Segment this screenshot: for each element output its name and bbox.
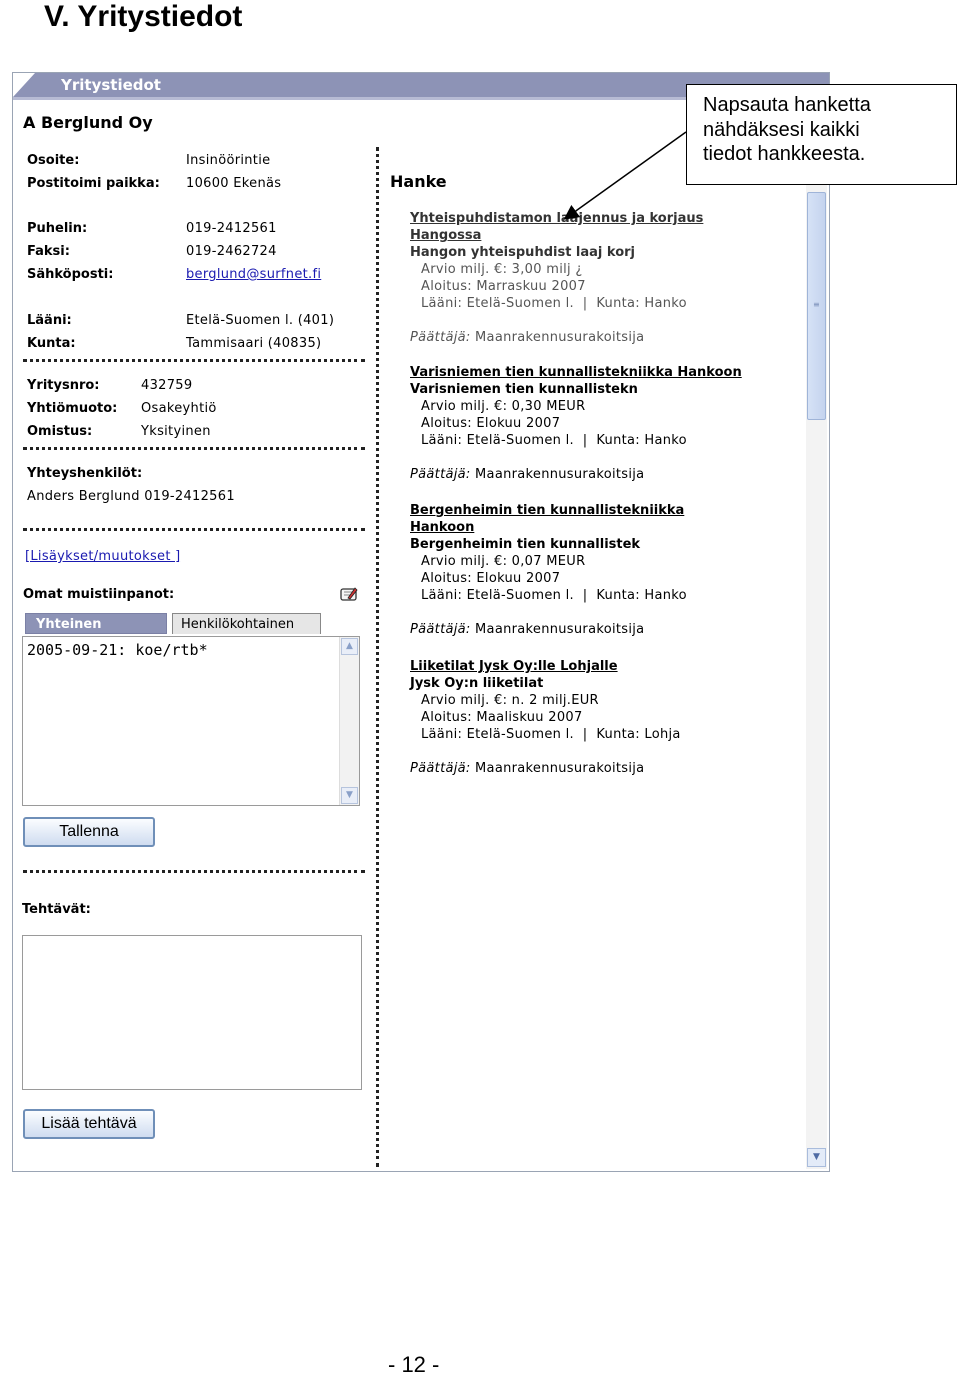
notes-scrollbar[interactable] [339, 637, 359, 805]
email-label: Sähköposti: [27, 267, 114, 282]
changes-link[interactable]: [Lisäykset/muutokset ] [25, 549, 181, 564]
project-4-estimate: Arvio milj. €: n. 2 milj.EUR [421, 693, 599, 708]
project-4-title[interactable]: Liiketilat Jysk Oy:lle Lohjalle [410, 659, 618, 674]
scroll-down-icon[interactable]: ▼ [807, 1148, 826, 1167]
project-1-title[interactable]: Yhteispuhdistamon laajennus ja korjaus [410, 211, 704, 226]
project-3-estimate: Arvio milj. €: 0,07 MEUR [421, 554, 586, 569]
ownership-label: Omistus: [27, 424, 93, 439]
add-task-button[interactable]: Lisää tehtävä [23, 1109, 155, 1139]
project-3-subtitle: Bergenheimin tien kunnallistek [410, 537, 641, 552]
province-value: Etelä-Suomen l. (401) [186, 313, 335, 328]
project-2-start: Aloitus: Elokuu 2007 [421, 416, 561, 431]
project-1-title-cont[interactable]: Hangossa [410, 228, 482, 243]
notes-tabs [25, 613, 321, 635]
page-number: - 12 - [388, 1352, 440, 1377]
company-form-label: Yhtiömuoto: [27, 401, 118, 416]
province-label: Lääni: [27, 313, 72, 328]
tasks-area[interactable] [22, 935, 362, 1090]
project-3-region: Lääni: Etelä-Suomen l. | Kunta: Hanko [421, 588, 687, 603]
scroll-thumb[interactable]: ≡ [807, 192, 826, 420]
phone-label: Puhelin: [27, 221, 88, 236]
ownership-value: Yksityinen [141, 424, 211, 439]
project-3-title-cont[interactable]: Hankoon [410, 520, 475, 535]
divider [23, 359, 365, 362]
project-3-title[interactable]: Bergenheimin tien kunnallistekniikka [410, 503, 685, 518]
divider [23, 870, 365, 873]
project-4-subtitle: Jysk Oy:n liiketilat [410, 676, 544, 691]
document-heading: V. Yritystiedot [44, 0, 243, 33]
project-1-start: Aloitus: Marraskuu 2007 [421, 279, 586, 294]
project-1-region: Lääni: Etelä-Suomen l. | Kunta: Hanko [421, 296, 687, 311]
project-2-estimate: Arvio milj. €: 0,30 MEUR [421, 399, 586, 414]
edit-note-icon[interactable] [339, 585, 359, 603]
postal-label: Postitoimi paikka: [27, 176, 160, 191]
contact-person: Anders Berglund 019-2412561 [27, 489, 235, 504]
project-2-decider: Päättäjä: Maanrakennusurakoitsija [410, 467, 645, 482]
column-divider [376, 147, 379, 1167]
notes-content: 2005-09-21: koe/rtb* [27, 641, 208, 659]
notes-label: Omat muistiinpanot: [23, 587, 175, 602]
project-3-decider: Päättäjä: Maanrakennusurakoitsija [410, 622, 645, 637]
scroll-up-icon[interactable]: ▲ [341, 638, 358, 655]
company-name: A Berglund Oy [23, 113, 153, 132]
project-4-region: Lääni: Etelä-Suomen l. | Kunta: Lohja [421, 727, 681, 742]
project-1-estimate: Arvio milj. €: 3,00 milj ¿ [421, 262, 583, 277]
divider [23, 528, 365, 531]
project-1-decider: Päättäjä: Maanrakennusurakoitsija [410, 330, 645, 345]
address-label: Osoite: [27, 153, 80, 168]
contacts-label: Yhteyshenkilöt: [27, 466, 143, 481]
project-4-decider: Päättäjä: Maanrakennusurakoitsija [410, 761, 645, 776]
project-4-start: Aloitus: Maaliskuu 2007 [421, 710, 583, 725]
callout-arrow-icon [0, 0, 960, 260]
address-value: Insinöörintie [186, 153, 271, 168]
business-id-value: 432759 [141, 378, 193, 393]
projects-heading: Hanke [390, 172, 447, 191]
tasks-label: Tehtävät: [22, 902, 91, 917]
divider [23, 447, 365, 450]
municipality-label: Kunta: [27, 336, 76, 351]
business-id-label: Yritysnro: [27, 378, 100, 393]
project-3-start: Aloitus: Elokuu 2007 [421, 571, 561, 586]
tab-personal[interactable]: Henkilökohtainen [172, 613, 321, 634]
project-2-region: Lääni: Etelä-Suomen l. | Kunta: Hanko [421, 433, 687, 448]
notes-textarea[interactable] [22, 636, 360, 806]
callout-box: Napsauta hanketta nähdäksesi kaikki tiedot hankkeesta. [686, 84, 957, 185]
postal-value: 10600 Ekenäs [186, 176, 282, 191]
project-1-subtitle: Hangon yhteispuhdist laaj korj [410, 245, 636, 260]
phone-value: 019-2412561 [186, 221, 277, 236]
company-form-value: Osakeyhtiö [141, 401, 217, 416]
project-2-title[interactable]: Varisniemen tien kunnallistekniikka Hankoon [410, 365, 742, 380]
project-2-subtitle: Varisniemen tien kunnallistekn [410, 382, 638, 397]
window-title: Yritystiedot [61, 76, 161, 94]
municipality-value: Tammisaari (40835) [186, 336, 322, 351]
fax-label: Faksi: [27, 244, 70, 259]
fax-value: 019-2462724 [186, 244, 277, 259]
tab-shared[interactable]: Yhteinen [25, 613, 167, 634]
email-link[interactable]: berglund@surfnet.fi [186, 267, 322, 282]
save-button[interactable]: Tallenna [23, 817, 155, 847]
scroll-down-icon[interactable]: ▼ [341, 787, 358, 804]
